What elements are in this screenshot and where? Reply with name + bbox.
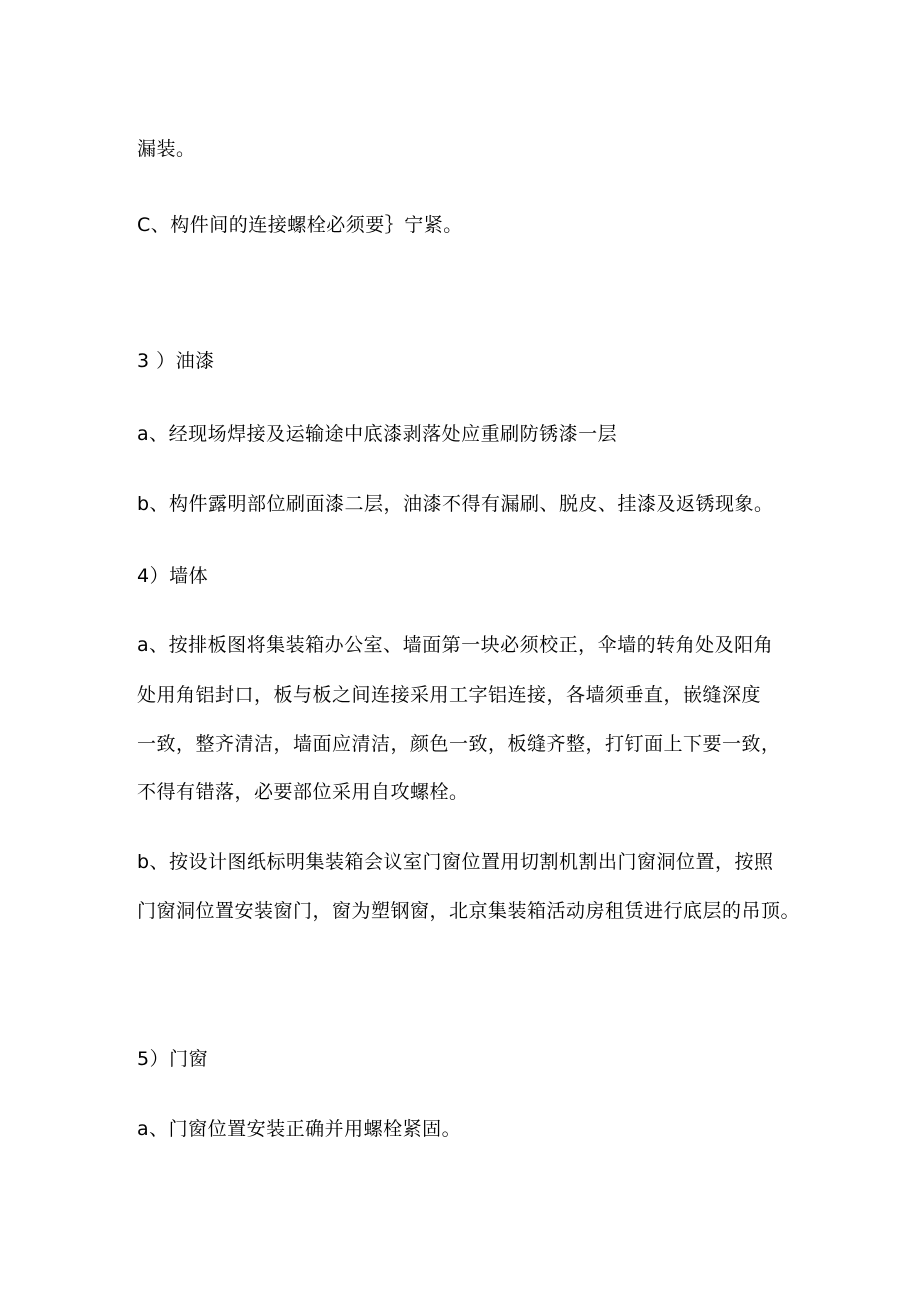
- text-line: a、经现场焊接及运输途中底漆剥落处应重刷防锈漆一层: [137, 423, 618, 445]
- text-line: 处用角铝封口，板与板之间连接采用工字铝连接，各墙须垂直，嵌缝深度: [137, 684, 762, 706]
- text-line: a、按排板图将集装箱办公室、墙面第一块必须校正，伞墙的转角处及阳角: [137, 634, 774, 656]
- text-line: b、按设计图纸标明集装箱会议室门窗位置用切割机割出门窗洞位置，按照: [137, 851, 774, 873]
- text-line: b、构件露明部位刷面漆二层，油漆不得有漏刷、脱皮、挂漆及返锈现象。: [137, 493, 774, 515]
- section-heading-wall: 4）墙体: [137, 565, 209, 587]
- text-line: 漏装。: [137, 138, 196, 160]
- section-heading-paint: 3 ）油漆: [137, 350, 215, 372]
- section-heading-doors-windows: 5）门窗: [137, 1048, 209, 1070]
- text-line: C、构件间的连接螺栓必须要｝宁紧。: [137, 214, 463, 236]
- text-line: 一致，整齐清洁，墙面应清洁，颜色一致，板缝齐整，打钉面上下要一致，: [137, 733, 781, 755]
- text-line: 不得有错落，必要部位采用自攻螺栓。: [137, 781, 469, 803]
- text-line: a、门窗位置安装正确并用螺栓紧固。: [137, 1118, 462, 1140]
- text-line: 门窗洞位置安装窗门，窗为塑钢窗，北京集装箱活动房租赁进行底层的吊顶。: [137, 900, 801, 922]
